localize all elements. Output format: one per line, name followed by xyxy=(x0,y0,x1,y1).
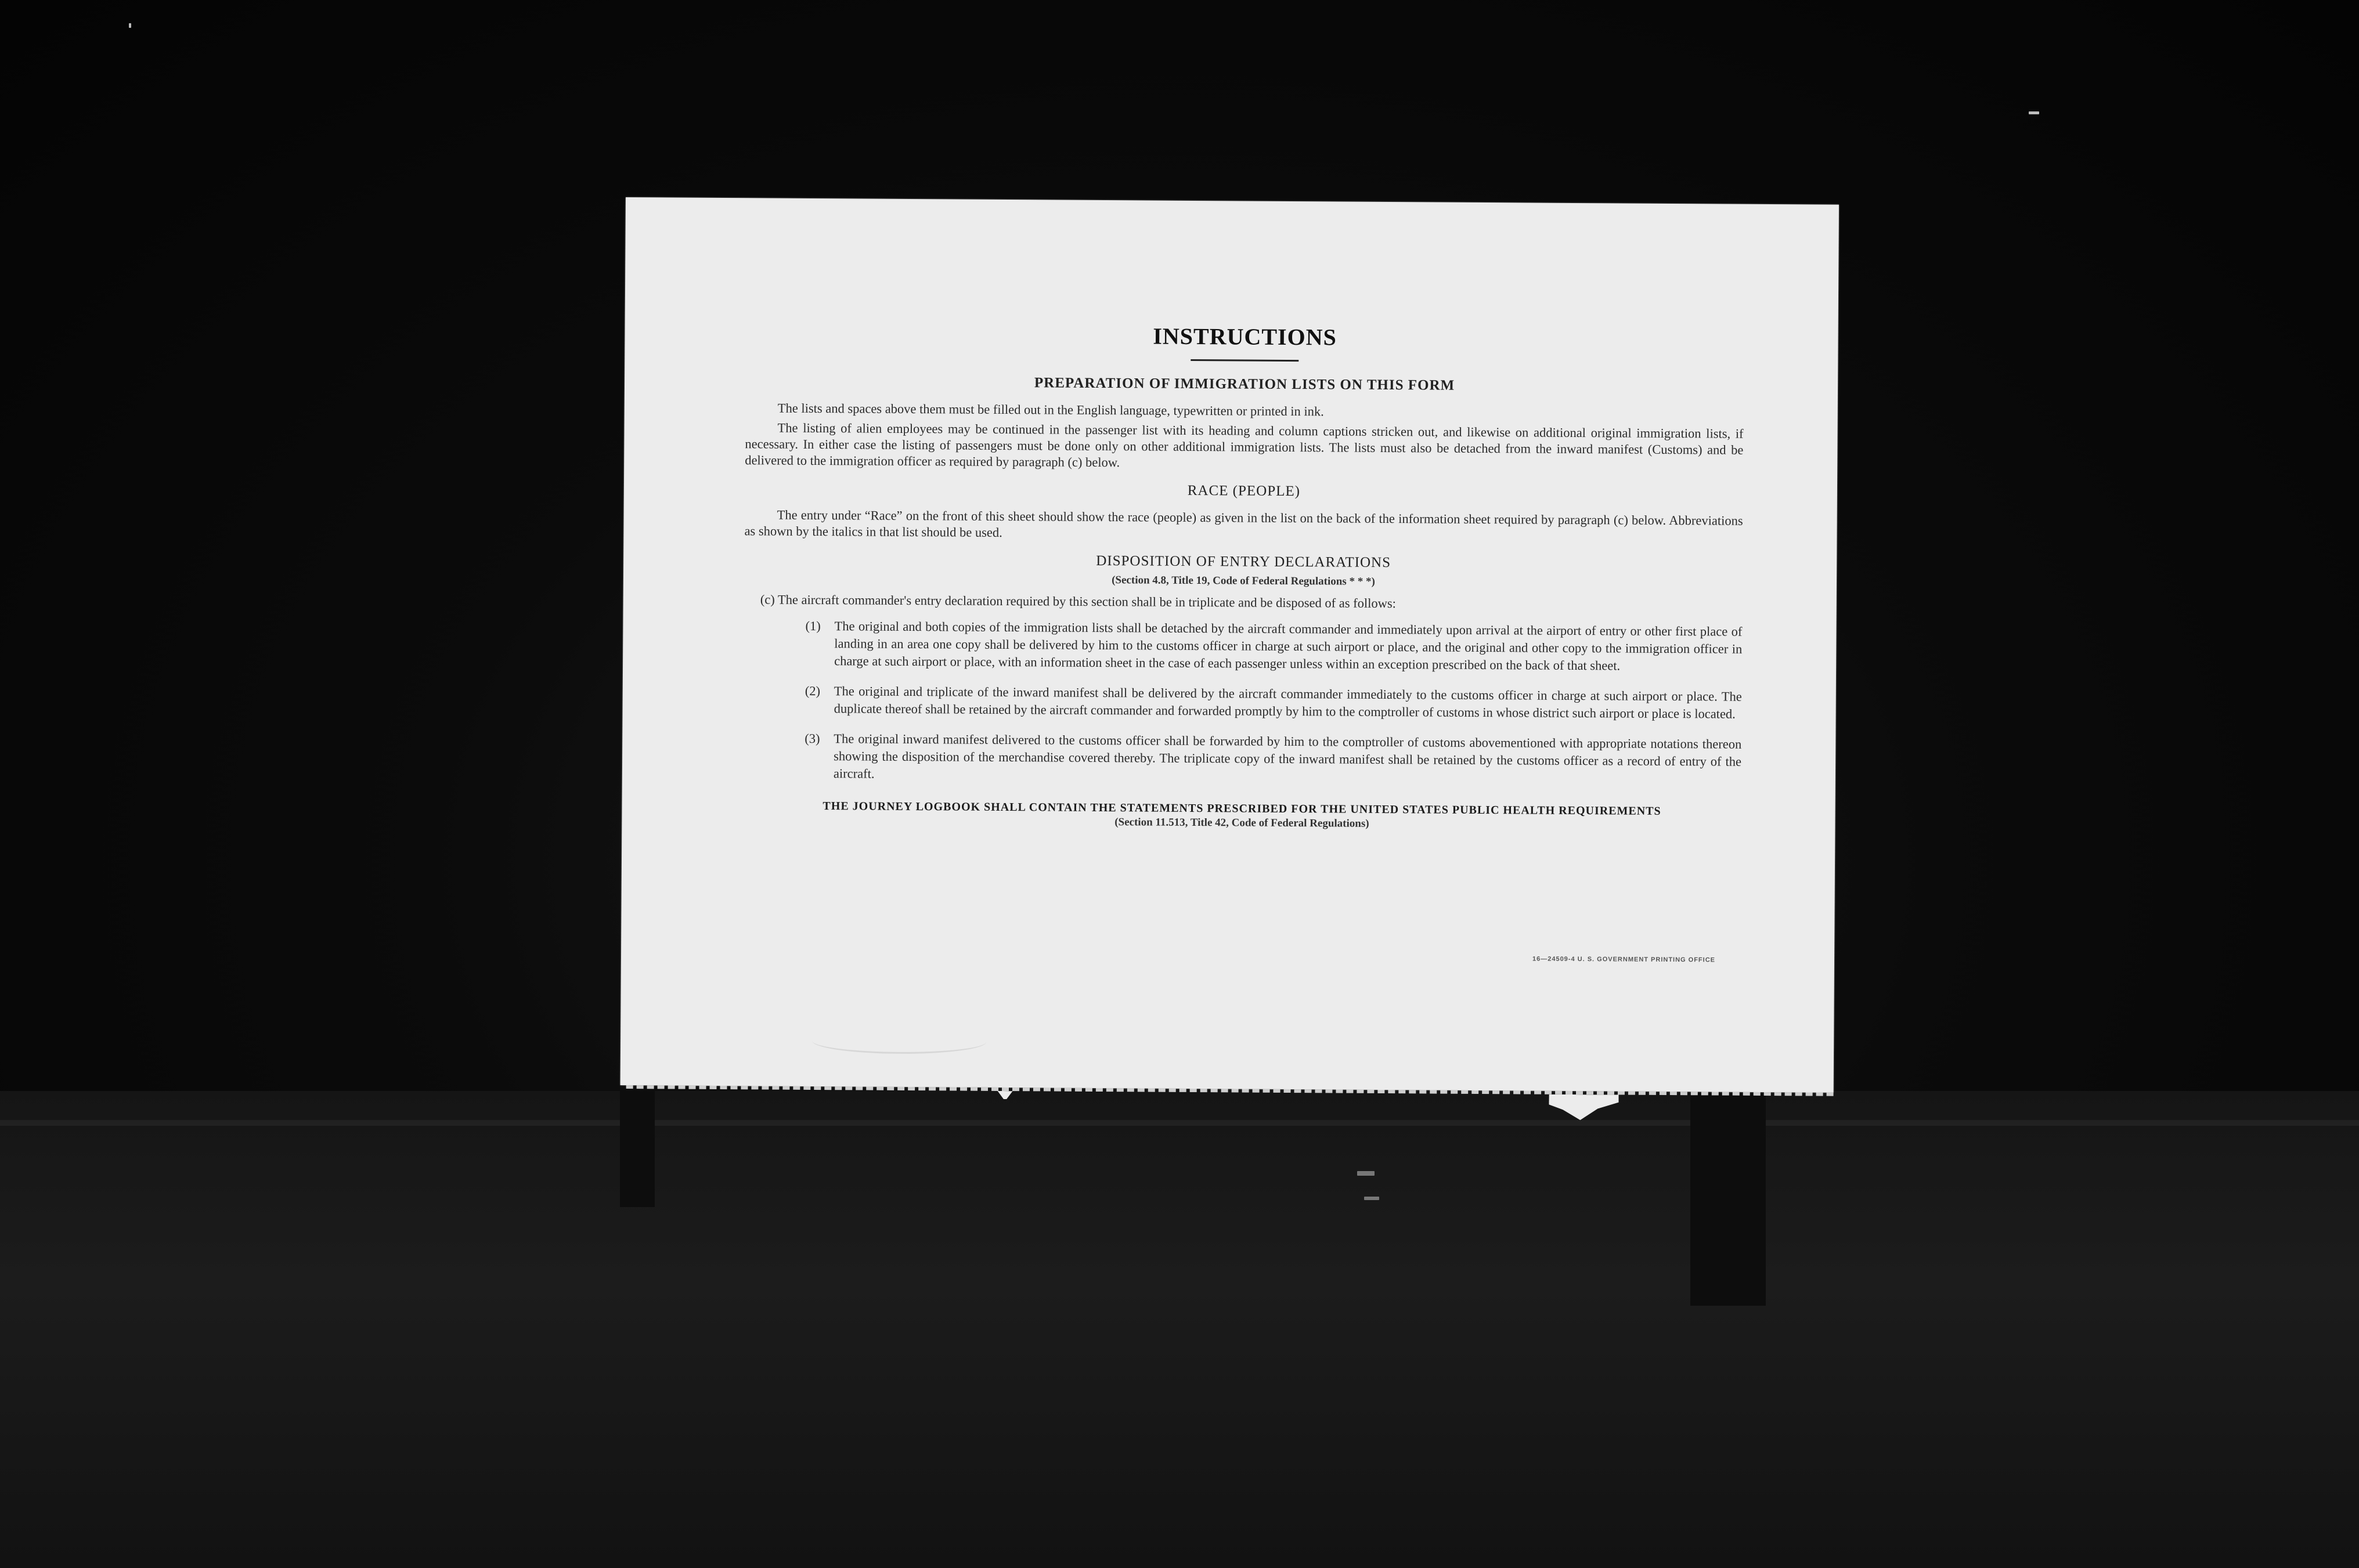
dust-speck xyxy=(1357,1171,1375,1176)
list-item xyxy=(805,730,1742,788)
list-item xyxy=(805,682,1742,723)
dust-speck xyxy=(129,23,131,28)
mounting-strip xyxy=(1690,1085,1766,1306)
section-heading-race: RACE (PEOPLE) xyxy=(1187,482,1301,500)
mounting-strip xyxy=(620,1091,655,1207)
dust-speck xyxy=(2029,111,2039,114)
printing-office-code: 16—24509-4 U. S. GOVERNMENT PRINTING OFFICE xyxy=(1532,955,1716,964)
lower-surface xyxy=(0,1091,2359,1568)
list-item-text: The original and triplicate of the inward manifest shall be delivered by the aircraft commander immediately to the customs officer in charge at such airport or place. The duplicate thereof shall be retained by the aircraft commander and forwarded promptly by him to the comptroller of customs in whose district such airport or place is located. xyxy=(834,684,1742,721)
faint-pencil-mark xyxy=(812,1028,986,1054)
list-item-number: (3) xyxy=(805,731,820,746)
list-item-number: (2) xyxy=(805,683,821,699)
dust-speck xyxy=(1364,1197,1379,1200)
section-heading-disposition: DISPOSITION OF ENTRY DECLARATIONS xyxy=(1096,552,1391,571)
list-item xyxy=(805,617,1743,675)
page-title: INSTRUCTIONS xyxy=(1153,323,1337,351)
section-citation: (Section 4.8, Title 19, Code of Federal Regulations * * *) xyxy=(1112,574,1375,588)
list-item-text: The original inward manifest delivered to the customs officer shall be forwarded by him to the comptroller of customs abovementioned with appropriate notations thereon showing the disposition of the merchandise covered thereby. The triplicate copy of the inward manifest shall be retained by the customs officer as a record of entry of the aircraft. xyxy=(833,731,1742,781)
section-heading-preparation: PREPARATION OF IMMIGRATION LISTS ON THIS FORM xyxy=(1034,375,1455,393)
title-rule xyxy=(1191,359,1298,362)
instruction-sheet xyxy=(621,197,1839,1093)
list-item-number: (1) xyxy=(805,618,821,634)
sheet-content xyxy=(742,320,1744,832)
list-item-text: The original and both copies of the immigration lists shall be detached by the aircraft commander and immediately upon arrival at the airport of entry or other first place of landing in an area one copy shall be delivered by him to the customs officer in charge at such airport or place, and the original and other copy to the immigration officer in charge at such airport or place, with an information sheet in the case of each passenger unless within an exception prescribed on the back of that sheet. xyxy=(834,619,1743,673)
paragraph: The lists and spaces above them must be filled out in the English language, typewritten or printed in ink. xyxy=(777,400,1324,419)
footer-citation: (Section 11.513, Title 42, Code of Federal Regulations) xyxy=(1114,816,1369,830)
paragraph: (c) The aircraft commander's entry declaration required by this section shall be in triplicate and be disposed of as follows: xyxy=(760,592,1396,611)
paragraph: The listing of alien employees may be continued in the passenger list with its heading and column captions stricken out, and likewise on additional original immigration lists, if necessary. In either case the listing of passengers must be done only on other additional immigration lists. The lists must also be detached from the inward manifest (Customs) and be delivered to the immigration officer as required by paragraph (c) below. xyxy=(745,420,1744,470)
footer-requirement: THE JOURNEY LOGBOOK SHALL CONTAIN THE STATEMENTS PRESCRIBED FOR THE UNITED STATES PUBLIC HEALTH REQUIREMENTS xyxy=(823,800,1661,818)
surface-edge xyxy=(0,1120,2359,1126)
paragraph: The entry under “Race” on the front of this sheet should show the race (people) as given in the list on the back of the information sheet required by paragraph (c) below. Abbreviations as shown by the italics in that list should be used. xyxy=(744,507,1743,540)
